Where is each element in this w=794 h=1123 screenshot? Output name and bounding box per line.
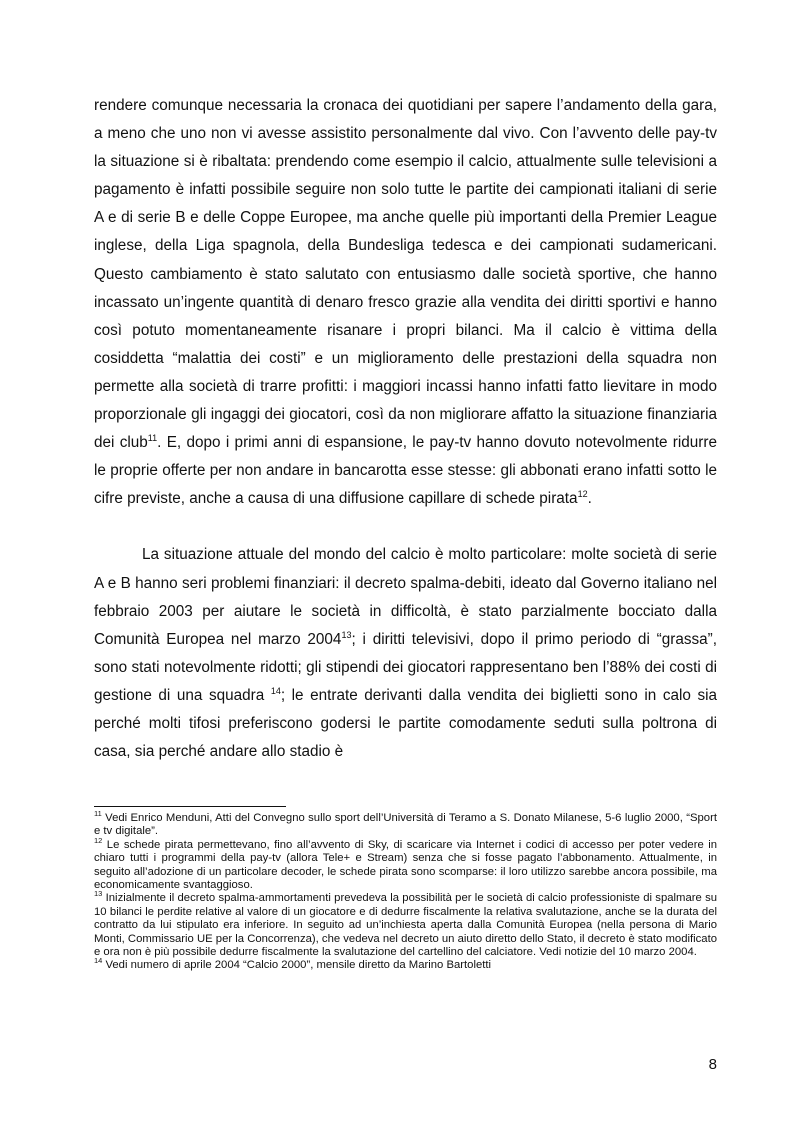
paragraph-2-text-b: ; i diritti televisivi, dopo il primo periodo di “grassa”, sono stati notevolmente ridotti; gli stipendi dei giocatori rappresentano ben l’88% dei costi di gestione di una squadra: [94, 630, 717, 704]
footnote-ref-12[interactable]: 12: [577, 489, 588, 500]
footnote-ref-11[interactable]: 11: [147, 433, 158, 444]
paragraph-gap: [94, 513, 717, 541]
footnote-number: 13: [94, 889, 103, 899]
footnote-text: Vedi numero di aprile 2004 “Calcio 2000”, mensile diretto da Marino Bartoletti: [102, 959, 492, 972]
footnote-separator: [94, 806, 286, 807]
footnote-14: [94, 956, 717, 972]
footnote-11: [94, 809, 717, 839]
footnote-text: Vedi Enrico Menduni, Atti del Convegno sullo sport dell’Università di Teramo a S. Donato Milanese, 5-6 luglio 2000, “Sport e tv digitale”.: [94, 812, 717, 838]
paragraph-1-text-c: .: [587, 490, 592, 508]
paragraph-2-text-c: ; le entrate derivanti dalla vendita dei biglietti sono in calo sia perché molti tifosi preferiscono godersi le partite comodamente seduti sulla poltrona di casa, sia perché andare allo stadio è: [94, 686, 718, 761]
paragraph-2-text-a: La situazione attuale del mondo del calcio è molto particolare: molte società di serie A e B hanno seri problemi finanziari: il decreto spalma-debiti, ideato dal Governo italiano nel febbraio 2003 per aiutare le società in difficoltà, è stato parzialmente bocciato dalla Comunità Europea nel marzo 2004: [94, 546, 717, 648]
footnote-number: 14: [94, 956, 103, 966]
footnote-number: 12: [94, 836, 103, 846]
paragraph-2: [94, 541, 717, 766]
footnote-number: 11: [94, 809, 102, 819]
footnote-ref-13[interactable]: 13: [341, 629, 352, 640]
paragraph-1-text-b: . E, dopo i primi anni di espansione, le pay-tv hanno dovuto notevolmente ridurre le proprie offerte per non andare in bancarotta esse stesse: gli abbonati erano infatti sotto le cifre previste, anche a causa di una diffusione capillare di schede pirata: [94, 434, 717, 508]
paragraph-1: [94, 92, 717, 513]
footnote-13: [94, 889, 717, 959]
body-text: [94, 92, 717, 766]
footnote-12: [94, 836, 717, 893]
page-number: 8: [708, 1056, 717, 1073]
footnote-text: Inizialmente il decreto spalma-ammortamenti prevedeva la possibilità per le società di calcio professioniste di spalmare su 10 bilanci le perdite relative al valore di un giocatore e di dedurre fiscalmente la relativa svalutazione, anche se la durata del contratto da lui stipulato era inferiore. In seguito ad un’inchiesta aperta dalla Comunità Europea (nella persona di Mario Monti, Commissario UE per la Concorrenza), che vedeva nel decreto un aiuto diretto dello Stato, il decreto è stato modificato e ora non è più possibile dedurre fiscalmente la svalutazione del cartellino del calciatore. Vedi notizie del 10 marzo 2004.: [94, 892, 717, 959]
footnotes: [94, 809, 717, 973]
paragraph-1-text-a: rendere comunque necessaria la cronaca dei quotidiani per sapere l’andamento della gara, a meno che uno non vi avesse assistito personalmente dal vivo. Con l’avvento delle pay-tv la situazione si è ribaltata: prendendo come esempio il calcio, attualmente sulle televisioni a pagamento è infatti possibile seguire non solo tutte le partite dei campionati italiani di serie A e di serie B e delle Coppe Europee, ma anche quelle più importanti della Premier League inglese, della Liga spagnola, della Bundesliga tedesca e dei campionati sudamericani. Questo cambiamento è stato salutato con entusiasmo dalle società sportive, che hanno incassato un’ingente quantità di denaro fresco grazie alla vendita dei diritti sportivi e hanno così potuto momentaneamente risanare i propri bilanci. Ma il calcio è vittima della cosiddetta “malattia dei costi” e un miglioramento delle prestazioni della squadra non permette alla società di trarre profitti: i maggiori incassi hanno infatti fatto lievitare in modo proporzionale gli ingaggi dei giocatori, così da non migliorare affatto la situazione finanziaria dei club: [94, 97, 717, 452]
footnote-ref-14[interactable]: 14: [270, 685, 281, 696]
footnote-text: Le schede pirata permettevano, fino all’avvento di Sky, di scaricare via Internet i codici di accesso per poter vedere in chiaro tutti i programmi della pay-tv (allora Tele+ e Stream) senza che si fosse pagato l’abbonamento. Attualmente, in seguito all’adozione di un particolare decoder, le schede pirata sono scomparse: il loro utilizzo sarebbe ancora possibile, ma economicamente svantaggioso.: [94, 838, 717, 892]
